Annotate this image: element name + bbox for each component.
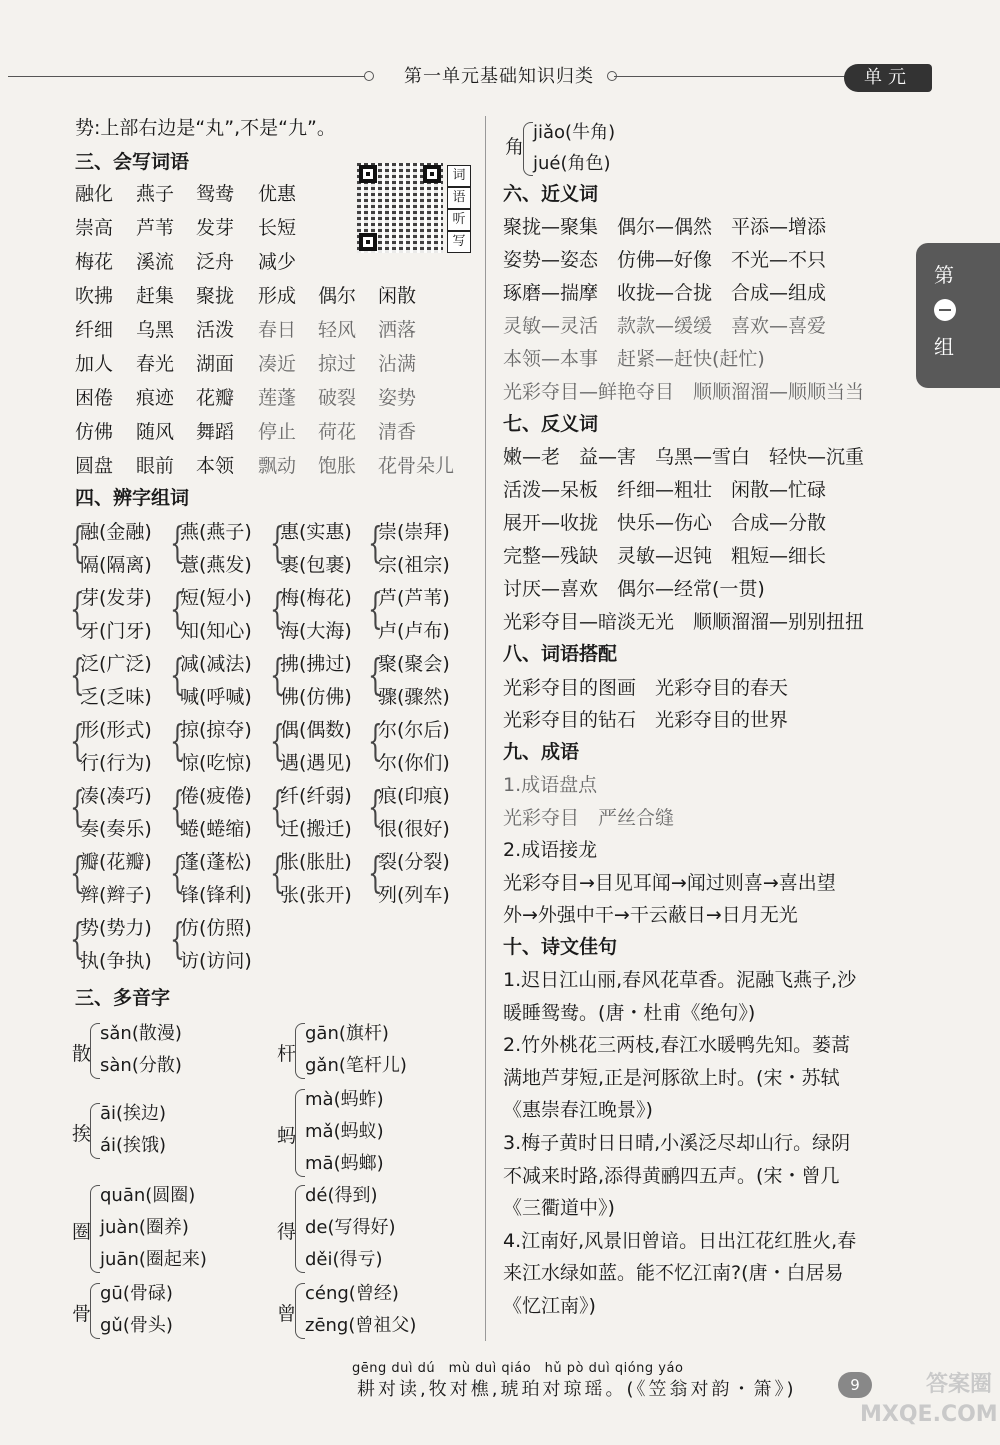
vocab-word: 芦苇 — [136, 217, 175, 239]
pair-word: 偶(偶数) — [280, 719, 352, 741]
brace — [295, 1283, 305, 1339]
poem-line: 《惠崇春江晚景》) — [503, 1099, 653, 1122]
reading: ái(挨饿) — [100, 1135, 167, 1156]
vocab-word: 痕迹 — [136, 387, 175, 409]
char-pair — [170, 649, 268, 711]
watermark: 答案圈 MXQE.COM — [860, 1372, 998, 1427]
header-rule-left — [8, 76, 370, 77]
brace: { — [70, 584, 85, 633]
char-pair — [270, 583, 368, 645]
brace: { — [70, 848, 85, 897]
pair-word: 融(金融) — [80, 521, 152, 543]
vocab-word: 赶集 — [136, 285, 175, 307]
side-tab-top: 第 — [934, 263, 954, 287]
brace: { — [368, 848, 383, 897]
char-pair — [270, 781, 368, 843]
reading: děi(得亏) — [305, 1249, 383, 1270]
brace — [90, 1185, 100, 1273]
pair-word: 裹(包裹) — [280, 554, 352, 576]
footer-verse: 耕对读,牧对樵,琥珀对琼瑶。(《笠翁对韵・箫》) — [357, 1379, 797, 1400]
reading: gān(旗杆) — [305, 1023, 389, 1044]
pair-word: 短(短小) — [180, 587, 252, 609]
antonym-line: 嫩—老 益—害 乌黑—雪白 轻快—沉重 — [503, 446, 865, 468]
pair-word: 知(知心) — [180, 620, 252, 642]
brace: { — [270, 584, 285, 633]
reading: gū(骨碌) — [100, 1283, 173, 1304]
char-pair — [170, 715, 268, 777]
idiom-chain-line: 外→外强中干→干云蔽日→日月无光 — [503, 904, 798, 926]
reading: āi(挨边) — [100, 1103, 167, 1124]
char-pair — [368, 847, 466, 909]
polyphone-char: 骨 — [72, 1303, 92, 1325]
brace — [90, 1023, 100, 1079]
vocab-word: 乌黑 — [136, 319, 175, 341]
pair-word: 拂(拂过) — [280, 653, 352, 675]
vocab-word: 优惠 — [258, 183, 297, 205]
brace: { — [170, 848, 185, 897]
pair-word: 隔(隔离) — [80, 554, 152, 576]
antonym-line: 光彩夺目—暗淡无光 顺顺溜溜—别别扭扭 — [503, 611, 865, 633]
pair-word: 崇(崇拜) — [378, 521, 450, 543]
pair-word: 佛(仿佛) — [280, 686, 352, 708]
pair-word: 卢(卢布) — [378, 620, 450, 642]
pair-word: 海(大海) — [280, 620, 352, 642]
pair-word: 奏(奏乐) — [80, 818, 152, 840]
subheading: 1.成语盘点 — [503, 774, 598, 796]
qr-label: 词 — [447, 165, 471, 187]
reading: céng(曾经) — [305, 1283, 399, 1304]
vocab-word: 泛舟 — [196, 251, 235, 273]
pair-word: 很(很好) — [378, 818, 450, 840]
pair-word: 芽(发芽) — [80, 587, 152, 609]
vocab-word: 莲蓬 — [258, 387, 297, 409]
brace: { — [170, 518, 185, 567]
vocab-word: 姿势 — [378, 387, 417, 409]
pair-word: 梅(梅花) — [280, 587, 352, 609]
char-pair — [368, 715, 466, 777]
reading: juàn(圈养) — [100, 1217, 189, 1238]
poem-line: 不减来时路,添得黄鹂四五声。(宋・曾几 — [503, 1164, 840, 1187]
reading: dé(得到) — [305, 1185, 378, 1206]
vocab-word: 困倦 — [75, 387, 114, 409]
side-tab-bottom: 组 — [934, 335, 954, 359]
vocab-word: 梅花 — [75, 251, 114, 273]
brace — [90, 1283, 100, 1339]
brace: { — [368, 650, 383, 699]
reading: de(写得好) — [305, 1217, 396, 1238]
section-heading: 九、成语 — [503, 741, 580, 763]
pair-word: 执(争执) — [80, 950, 152, 972]
antonym-line: 完整—残缺 灵敏—迟钝 粗短—细长 — [503, 545, 827, 567]
brace: { — [70, 716, 85, 765]
vocab-word: 发芽 — [196, 217, 235, 239]
page-title: 第一单元基础知识归类 — [404, 66, 594, 87]
vocab-word: 偶尔 — [318, 285, 357, 307]
polyphone-item — [72, 1099, 262, 1163]
char-pair — [368, 781, 466, 843]
vocab-word: 凑近 — [258, 353, 297, 375]
pair-word: 牙(门牙) — [80, 620, 152, 642]
vocab-word: 崇高 — [75, 217, 114, 239]
qr-code[interactable] — [357, 163, 469, 253]
vocab-word: 闲散 — [378, 285, 417, 307]
brace: { — [70, 518, 85, 567]
vocab-word: 加人 — [75, 353, 114, 375]
antonym-line: 展开—收拢 快乐—伤心 合成—分散 — [503, 512, 827, 534]
poem-line: 4.江南好,风景旧曾谙。日出江花红胜火,春 — [503, 1229, 857, 1252]
section-heading: 八、词语搭配 — [503, 643, 618, 665]
vocab-word: 聚拢 — [196, 285, 235, 307]
vocab-word: 鸳鸯 — [196, 183, 235, 205]
pair-word: 访(访问) — [180, 950, 252, 972]
vocab-word: 春日 — [258, 319, 297, 341]
reading: mà(蚂蚱) — [305, 1089, 384, 1110]
brace: { — [170, 584, 185, 633]
brace: { — [368, 782, 383, 831]
char-pair — [70, 649, 168, 711]
pair-word: 惠(实惠) — [280, 521, 352, 543]
polyphone-char: 蚂 — [277, 1125, 297, 1147]
idiom-chain-line: 光彩夺目→目见耳闻→闻过则喜→喜出望 — [503, 872, 836, 894]
synonym-line: 琢磨—揣摩 收拢—合拢 合成—组成 — [503, 282, 827, 304]
pair-word: 宗(祖宗) — [378, 554, 450, 576]
char-pair — [368, 517, 466, 579]
poem-line: 满地芦芽短,正是河豚欲上时。(宋・苏轼 — [503, 1066, 840, 1089]
synonym-line: 光彩夺目—鲜艳夺目 顺顺溜溜—顺顺当当 — [503, 381, 865, 403]
vocab-word: 形成 — [258, 285, 297, 307]
poem-line: 2.竹外桃花三两枝,春江水暖鸭先知。蒌蒿 — [503, 1034, 851, 1057]
vocab-word: 洒落 — [378, 319, 417, 341]
vocab-word: 长短 — [258, 217, 297, 239]
section-heading: 三、多音字 — [75, 987, 171, 1009]
reading: gǎn(笔杆儿) — [305, 1055, 407, 1076]
pair-word: 形(形式) — [80, 719, 152, 741]
char-pair — [70, 517, 168, 579]
collocation-line: 光彩夺目的钻石 光彩夺目的世界 — [503, 709, 789, 731]
brace — [523, 122, 533, 176]
brace: { — [270, 650, 285, 699]
side-tab-number-icon — [934, 299, 956, 321]
vocab-word: 轻风 — [318, 319, 357, 341]
char-pair — [170, 847, 268, 909]
char-pair — [368, 583, 466, 645]
char-pair — [368, 649, 466, 711]
vocab-word: 燕子 — [136, 183, 175, 205]
pair-word: 骤(骤然) — [378, 686, 450, 708]
brace: { — [70, 650, 85, 699]
reading: zēng(曾祖父) — [305, 1315, 417, 1336]
polyphone-char: 挨 — [72, 1123, 92, 1145]
pair-word: 锋(锋利) — [180, 884, 252, 906]
vocab-word: 融化 — [75, 183, 114, 205]
char-pair — [70, 715, 168, 777]
vocab-word: 花骨朵儿 — [378, 455, 455, 477]
reading: jué(角色) — [533, 153, 611, 174]
pair-word: 迁(搬迁) — [280, 818, 352, 840]
reading: mǎ(蚂蚁) — [305, 1121, 384, 1142]
reading: jiǎo(牛角) — [533, 122, 616, 143]
reading: gǔ(骨头) — [100, 1315, 173, 1336]
pair-word: 凑(凑巧) — [80, 785, 152, 807]
brace: { — [270, 782, 285, 831]
note-line: 势:上部右边是“丸”,不是“九”。 — [75, 117, 336, 139]
pair-word: 减(减法) — [180, 653, 252, 675]
unit-tag: 单元 — [844, 64, 932, 92]
char-pair — [70, 847, 168, 909]
side-tab — [916, 243, 1000, 388]
poem-line: 3.梅子黄时日日晴,小溪泛尽却山行。绿阴 — [503, 1132, 851, 1154]
pair-word: 聚(聚会) — [378, 653, 450, 675]
section-heading: 七、反义词 — [503, 413, 599, 435]
brace: { — [170, 716, 185, 765]
qr-finder-icon — [359, 165, 377, 183]
brace — [90, 1103, 100, 1159]
synonym-line: 灵敏—灵活 款款—缓缓 喜欢—喜爱 — [503, 315, 827, 337]
polyphone-char: 得 — [277, 1221, 297, 1243]
vocab-word: 清香 — [378, 421, 417, 443]
reading: sàn(分散) — [100, 1055, 182, 1076]
char-pair — [270, 649, 368, 711]
brace — [295, 1089, 305, 1177]
synonym-line: 本领—本事 赶紧—赶快(赶忙) — [503, 348, 765, 370]
brace: { — [70, 914, 85, 963]
char-pair — [170, 583, 268, 645]
polyphone-char: 圈 — [72, 1221, 92, 1243]
pair-word: 痕(印痕) — [378, 785, 450, 807]
vocab-word: 沾满 — [378, 353, 417, 375]
vocab-word: 活泼 — [196, 319, 235, 341]
pair-word: 蓬(蓬松) — [180, 851, 252, 873]
qr-label: 写 — [447, 231, 471, 253]
qr-label: 语 — [447, 187, 471, 209]
vocab-word: 仿佛 — [75, 421, 114, 443]
polyphone-item — [72, 1279, 262, 1343]
pair-word: 胀(胀肚) — [280, 851, 352, 873]
pair-word: 势(势力) — [80, 917, 152, 939]
footer-pinyin: gēng duì dú mù duì qiáo hǔ pò duì qióng yáo — [352, 1361, 684, 1376]
vocab-word: 饱胀 — [318, 455, 357, 477]
vocab-word: 花瓣 — [196, 387, 235, 409]
char-pair — [70, 583, 168, 645]
brace: { — [270, 848, 285, 897]
pair-word: 蜷(蜷缩) — [180, 818, 252, 840]
brace: { — [270, 518, 285, 567]
antonym-line: 活泼—呆板 纤细—粗壮 闲散—忙碌 — [503, 479, 827, 501]
idiom-line: 光彩夺目 严丝合缝 — [503, 807, 675, 829]
polyphone-item — [277, 1181, 467, 1277]
polyphone-char: 角 — [505, 136, 525, 158]
polyphone-item — [72, 1181, 262, 1277]
section-heading: 三、会写词语 — [75, 151, 190, 173]
brace: { — [170, 914, 185, 963]
pair-word: 泛(广泛) — [80, 653, 152, 675]
pair-word: 薏(燕发) — [180, 554, 252, 576]
char-pair — [270, 517, 368, 579]
poem-line: 《三衢道中》) — [503, 1197, 615, 1220]
brace: { — [368, 518, 383, 567]
qr-finder-icon — [359, 233, 377, 251]
pair-word: 张(张开) — [280, 884, 352, 906]
pair-word: 惊(吃惊) — [180, 752, 252, 774]
brace: { — [70, 782, 85, 831]
vocab-word: 飘动 — [258, 455, 297, 477]
pair-word: 喊(呼喊) — [180, 686, 252, 708]
char-pair — [170, 913, 268, 975]
pair-word: 尔(你们) — [378, 752, 450, 774]
char-pair — [170, 781, 268, 843]
reading: juān(圈起来) — [100, 1249, 207, 1270]
synonym-line: 姿势—姿态 仿佛—好像 不光—不只 — [503, 249, 827, 271]
section-heading: 六、近义词 — [503, 183, 599, 205]
reading: quān(圆圈) — [100, 1185, 196, 1206]
vocab-word: 眼前 — [136, 455, 175, 477]
pair-word: 倦(疲倦) — [180, 785, 252, 807]
pair-word: 行(行为) — [80, 752, 152, 774]
reading: sǎn(散漫) — [100, 1023, 182, 1044]
vocab-word: 溪流 — [136, 251, 175, 273]
section-heading: 十、诗文佳句 — [503, 936, 618, 958]
pair-word: 纤(纤弱) — [280, 785, 352, 807]
pair-word: 芦(芦苇) — [378, 587, 450, 609]
antonym-line: 讨厌—喜欢 偶尔—经常(一贯) — [503, 578, 765, 600]
char-pair — [270, 847, 368, 909]
pair-word: 辫(辫子) — [80, 884, 152, 906]
vocab-word: 破裂 — [318, 387, 357, 409]
vocab-word: 舞蹈 — [196, 421, 235, 443]
pair-word: 裂(分裂) — [378, 851, 450, 873]
brace: { — [170, 782, 185, 831]
vocab-word: 春光 — [136, 353, 175, 375]
brace: { — [368, 716, 383, 765]
poem-line: 来江水绿如蓝。能不忆江南?(唐・白居易 — [503, 1262, 844, 1285]
brace: { — [368, 584, 383, 633]
vocab-word: 湖面 — [196, 353, 235, 375]
vocab-word: 本领 — [196, 455, 235, 477]
qr-finder-icon — [423, 165, 441, 183]
pair-word: 列(列车) — [378, 884, 450, 906]
vocab-word: 减少 — [258, 251, 297, 273]
pair-word: 乏(乏味) — [80, 686, 152, 708]
reading: mā(蚂螂) — [305, 1153, 384, 1174]
char-pair — [170, 517, 268, 579]
synonym-line: 聚拢—聚集 偶尔—偶然 平添—增添 — [503, 216, 827, 238]
char-pair — [270, 715, 368, 777]
poem-line: 《忆江南》) — [503, 1295, 596, 1317]
section-heading: 四、辨字组词 — [75, 487, 190, 509]
header-rule-right — [614, 76, 846, 77]
pair-word: 尔(尔后) — [378, 719, 450, 741]
qr-label: 听 — [447, 209, 471, 231]
polyphone-char: 散 — [72, 1043, 92, 1065]
header-dot-left — [364, 71, 374, 81]
vocab-word: 荷花 — [318, 421, 357, 443]
vocab-word: 吹拂 — [75, 285, 114, 307]
polyphone-item — [277, 1279, 467, 1343]
poem-line: 暖睡鸳鸯。(唐・杜甫《绝句》) — [503, 1001, 756, 1024]
brace — [295, 1185, 305, 1273]
pair-word: 瓣(花瓣) — [80, 851, 152, 873]
pair-word: 遇(遇见) — [280, 752, 352, 774]
brace — [295, 1023, 305, 1079]
polyphone-char: 曾 — [277, 1303, 297, 1325]
polyphone-item — [277, 1019, 467, 1083]
vocab-word: 掠过 — [318, 353, 357, 375]
vocab-word: 停止 — [258, 421, 297, 443]
column-divider — [485, 116, 486, 1341]
subheading: 2.成语接龙 — [503, 839, 598, 861]
polyphone-char: 杆 — [277, 1043, 297, 1065]
char-pair — [70, 781, 168, 843]
char-pair — [70, 913, 168, 975]
polyphone-item — [277, 1085, 467, 1181]
vocab-word: 圆盘 — [75, 455, 114, 477]
brace: { — [170, 650, 185, 699]
page-number: 9 — [838, 1372, 872, 1398]
pair-word: 掠(掠夺) — [180, 719, 252, 741]
vocab-word: 纤细 — [75, 319, 114, 341]
polyphone-item — [72, 1019, 262, 1083]
pair-word: 仿(仿照) — [180, 917, 252, 939]
pair-word: 燕(燕子) — [180, 521, 252, 543]
vocab-word: 随风 — [136, 421, 175, 443]
collocation-line: 光彩夺目的图画 光彩夺目的春天 — [503, 677, 789, 699]
poem-line: 1.迟日江山丽,春风花草香。泥融飞燕子,沙 — [503, 969, 857, 991]
brace: { — [270, 716, 285, 765]
